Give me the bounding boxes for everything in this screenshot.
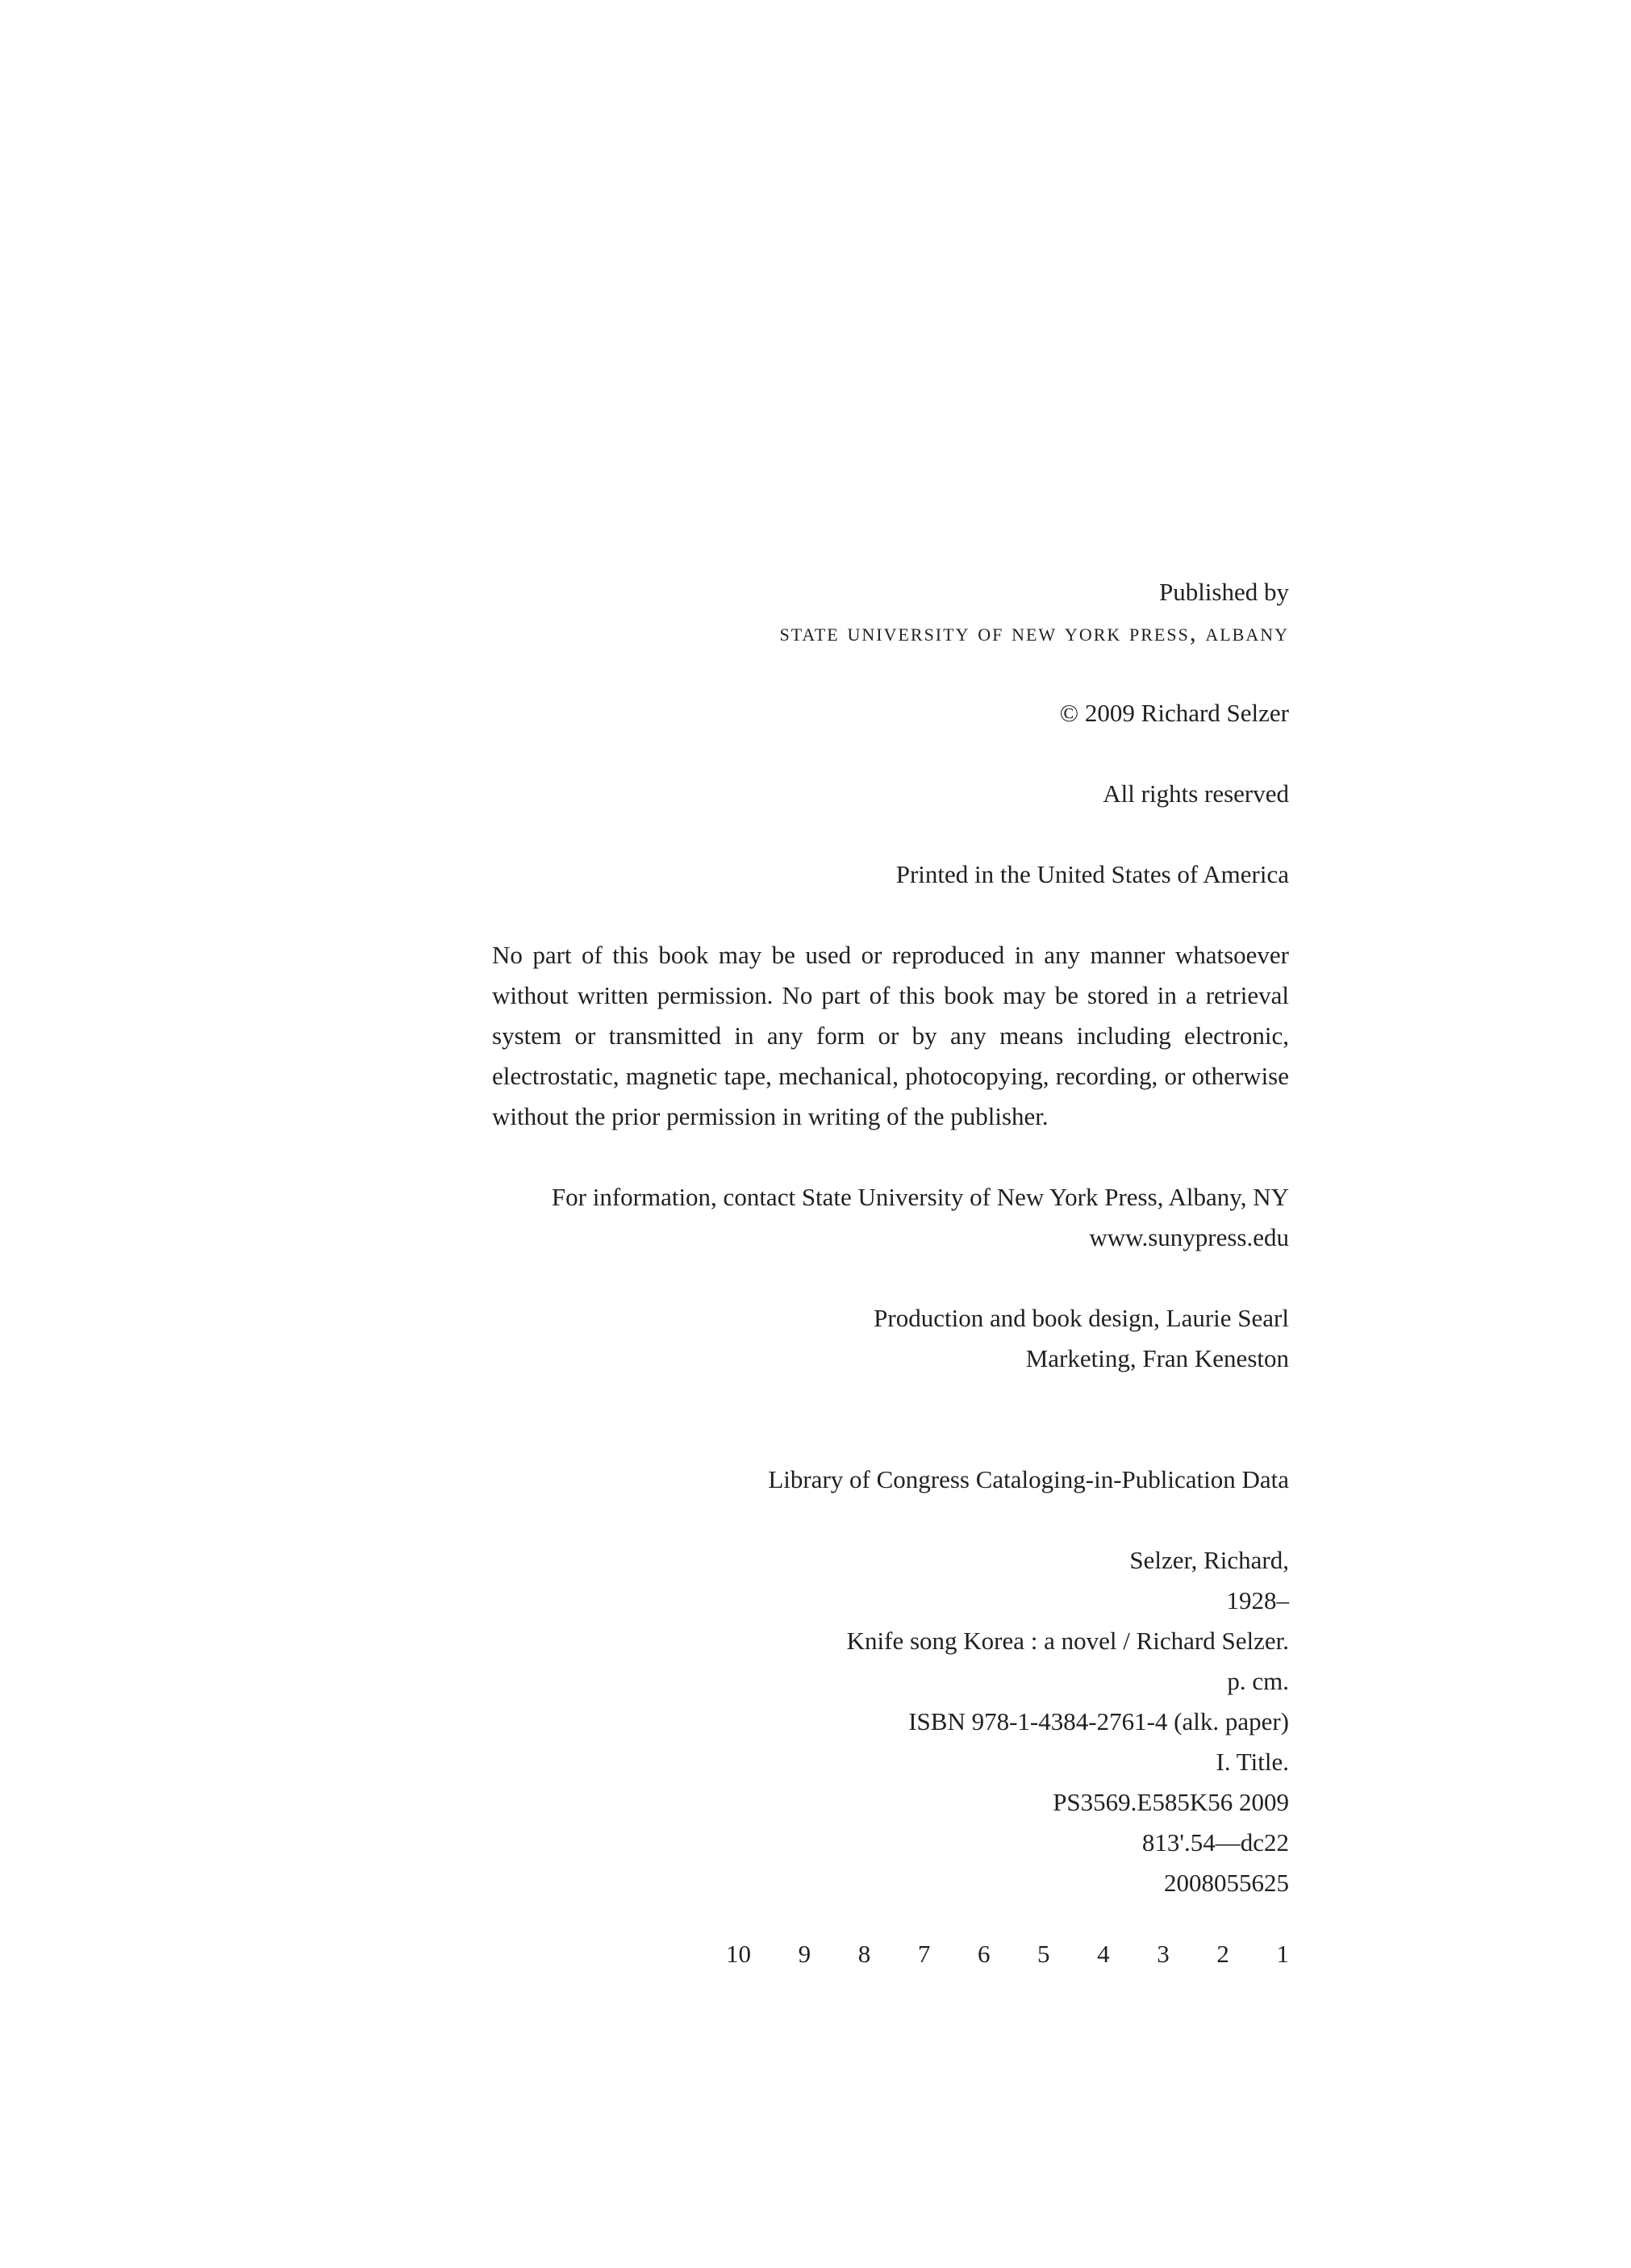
printing-number: 6 xyxy=(977,1940,991,1968)
cip-title: Knife song Korea : a novel / Richard Selzer. xyxy=(846,1627,1289,1655)
cip-subject: I. Title. xyxy=(1216,1748,1289,1776)
website-link: www.sunypress.edu xyxy=(1089,1223,1289,1251)
rights-block xyxy=(492,774,1289,814)
press-name: state university of new york press, albany xyxy=(779,618,1289,646)
cip-dewey: 813'.54—dc22 xyxy=(1141,1828,1289,1857)
printing-line xyxy=(726,1934,1289,1974)
cip-author: Selzer, Richard, xyxy=(1129,1546,1289,1574)
cip-heading: Library of Congress Cataloging-in-Publication Data xyxy=(768,1465,1289,1493)
cip-record xyxy=(492,1540,1289,1903)
printing-number: 3 xyxy=(1157,1940,1170,1968)
contact-line: For information, contact State University of New York Press, Albany, NY xyxy=(551,1183,1289,1211)
credits-block xyxy=(492,1298,1289,1379)
cip-heading-block xyxy=(492,1460,1289,1500)
published-by-label: Published by xyxy=(1158,578,1289,606)
production-credit: Production and book design, Laurie Searl xyxy=(874,1304,1289,1332)
cip-call-number: PS3569.E585K56 2009 xyxy=(1053,1788,1289,1816)
legal-notice: No part of this book may be used or reproduced in any manner whatsoever without written permission. No part of this book may be stored in a retrieval system or transmitted in any form or by any means including electronic, electrostatic, magnetic tape, mechanical, photocopying, recording, or otherwise without the prior permission in writing of the publisher. xyxy=(492,941,1289,1130)
copyright-block xyxy=(492,693,1289,733)
marketing-credit: Marketing, Fran Keneston xyxy=(1025,1344,1289,1372)
cip-birth-year: 1928– xyxy=(1226,1586,1289,1614)
cip-lccn: 2008055625 xyxy=(1164,1869,1289,1897)
cip-physical: p. cm. xyxy=(1227,1667,1289,1695)
publisher-block xyxy=(492,572,1289,653)
printing-number: 4 xyxy=(1097,1940,1110,1968)
contact-block xyxy=(492,1177,1289,1258)
printing-number: 9 xyxy=(798,1940,811,1968)
copyright-notice: © 2009 Richard Selzer xyxy=(1059,699,1289,727)
printing-number: 8 xyxy=(857,1940,871,1968)
cip-isbn: ISBN 978-1-4384-2761-4 (alk. paper) xyxy=(908,1707,1289,1735)
printed-in: Printed in the United States of America xyxy=(895,860,1289,888)
printed-block xyxy=(492,854,1289,895)
printing-number: 7 xyxy=(917,1940,931,1968)
rights-reserved: All rights reserved xyxy=(1103,779,1289,808)
printing-number: 10 xyxy=(726,1940,751,1968)
printing-number: 1 xyxy=(1276,1940,1289,1968)
printing-number: 5 xyxy=(1037,1940,1050,1968)
printing-number: 2 xyxy=(1216,1940,1229,1968)
